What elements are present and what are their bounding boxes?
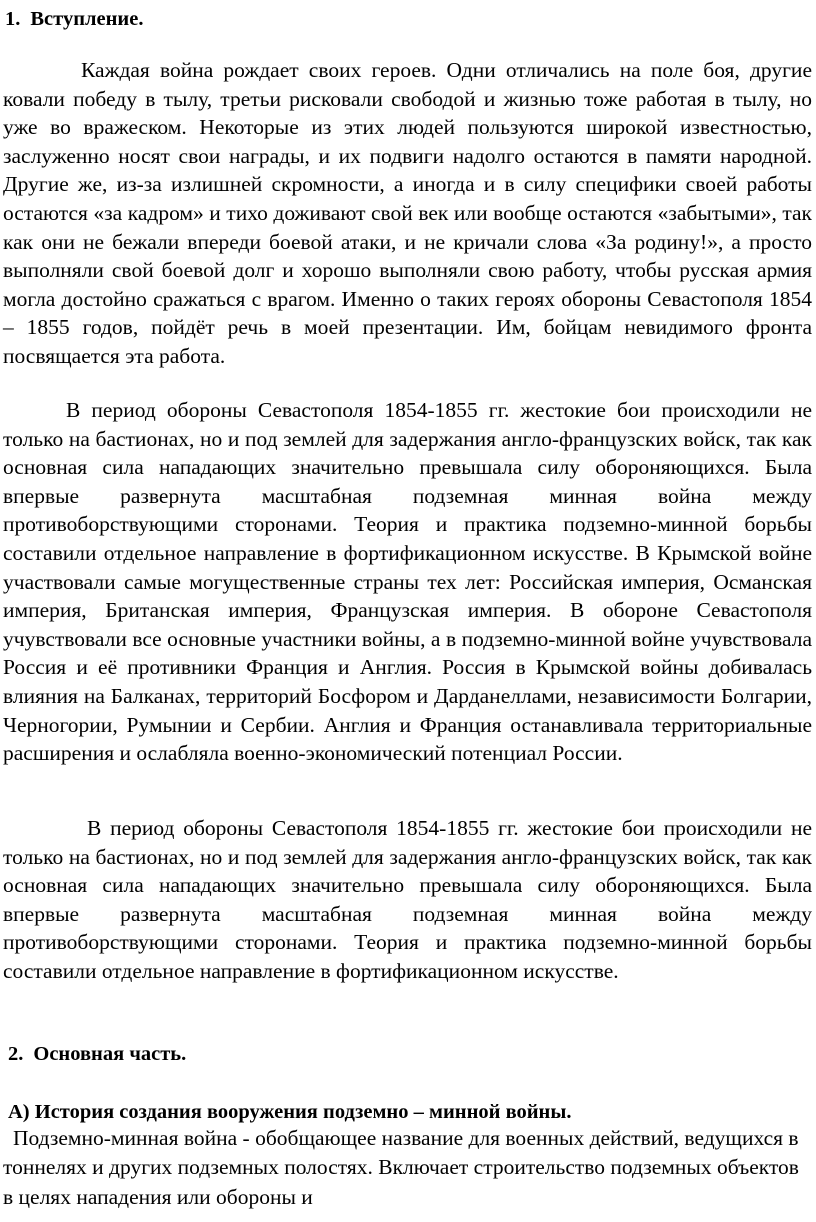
- intro-paragraph-1: Каждая война рождает своих героев. Одни отличались на поле боя, другие ковали победу в тылу, третьи рисковали свободой и жизнью тоже работая в тылу, но уже во вражеском. Некоторые из этих людей пользуются широкой известностью, заслуженно носят свои награды, и их подвиги надолго остаются в памяти народной. Другие же, из-за излишней скромности, а иногда и в силу специфики своей работы остаются «за кадром» и тихо доживают свой век или вообще остаются «забытыми», так как они не бежали впереди боевой атаки, и не кричали слова «За родину!», а просто выполняли свой боевой долг и хорошо выполняли свою работу, чтобы русская армия могла достойно сражаться с врагом. Именно о таких героях обороны Севастополя 1854 – 1855 годов, пойдёт речь в моей презентации. Им, бойцам невидимого фронта посвящается эта работа.: [3, 58, 812, 368]
- section-2-number: 2.: [8, 1043, 24, 1065]
- section-1-heading: [5, 6, 143, 32]
- section-1-number: 1.: [5, 8, 21, 30]
- section-2-title: Основная часть.: [33, 1043, 187, 1065]
- section-1-title: Вступление.: [30, 8, 144, 30]
- main-paragraph-1: Подземно-минная война - обобщающее название для военных действий, ведущихся в тоннелях и других подземных полостях. Включает строительство подземных объектов в целях нападения или обороны и: [3, 1126, 799, 1209]
- intro-paragraph-3: В период обороны Севастополя 1854-1855 гг. жестокие бои происходили не только на бастионах, но и под землей для задержания англо-французских войск, так как основная сила нападающих значительно превышала силу обороняющихся. Была впервые развернута масштабная подземная минная война между противоборствующими сторонами. Теория и практика подземно-минной борьбы составили отдельное направление в фортификационном искусстве.: [3, 816, 812, 983]
- section-2-heading: [8, 1041, 186, 1067]
- intro-paragraph-2: В период обороны Севастополя 1854-1855 гг. жестокие бои происходили не только на бастионах, но и под землей для задержания англо-французских войск, так как основная сила нападающих значительно превышала силу обороняющихся. Была впервые развернута масштабная подземная минная война между противоборствующими сторонами. Теория и практика подземно-минной борьбы составили отдельное направление в фортификационном искусстве. В Крымской войне участвовали самые могущественные страны тех лет: Российская империя, Османская империя, Британская империя, Французская империя. В обороне Севастополя учувствовали все основные участники войны, а в подземно-минной войне учувствовала Россия и её противники Франция и Англия. Россия в Крымской войны добивалась влияния на Балканах, территорий Босфором и Дарданеллами, независимости Болгарии, Черногории, Румынии и Сербии. Англия и Франция останавливала территориальные расширения и ослабляла военно-экономический потенциал России.: [3, 398, 812, 766]
- subsection-a-heading: А) История создания вооружения подземно – минной войны.: [8, 1101, 572, 1123]
